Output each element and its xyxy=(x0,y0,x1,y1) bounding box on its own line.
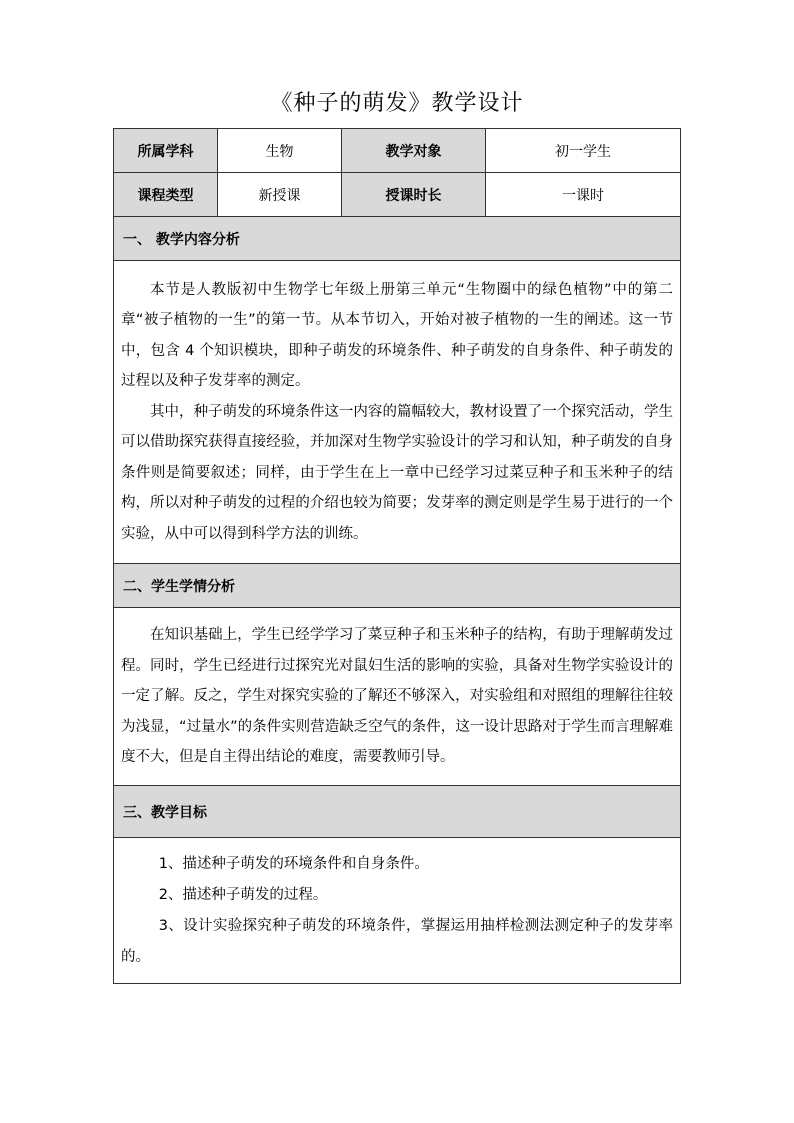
info-row-1 xyxy=(114,129,681,173)
type-label: 课程类型 xyxy=(114,173,218,217)
section-body-student-analysis xyxy=(114,608,681,786)
duration-label: 授课时长 xyxy=(342,173,486,217)
section-body-teaching-goals xyxy=(114,838,681,984)
goal-item: 2、描述种子萌发的过程。 xyxy=(158,886,328,903)
subject-label: 所属学科 xyxy=(114,129,218,173)
section-body-content-analysis xyxy=(114,261,681,564)
audience-label: 教学对象 xyxy=(342,129,486,173)
section-heading-teaching-goals: 三、教学目标 xyxy=(114,786,681,838)
goal-item: 1、描述种子萌发的环境条件和自身条件。 xyxy=(158,855,429,872)
paragraph: 本节是人教版初中生物学七年级上册第三单元“生物圈中的绿色植物”中的第二章“被子植物的一生”的第一节。从本节切入，开始对被子植物的一生的阐述。这一节中，包含 4 个知识模块，即种子萌发的环境条件、种子萌发的自身条件、种子萌发的过程以及种子发芽率的测定。 xyxy=(121,281,673,390)
paragraph: 其中，种子萌发的环境条件这一内容的篇幅较大，教材设置了一个探究活动，学生可以借助探究获得直接经验，并加深对生物学实验设计的学习和认知，种子萌发的自身条件则是简要叙述；同样，由于学生在上一章中已经学习过菜豆种子和玉米种子的结构，所以对种子萌发的过程的介绍也较为简要；发芽率的测定则是学生易于进行的一个实验，从中可以得到科学方法的训练。 xyxy=(121,403,673,542)
audience-value: 初一学生 xyxy=(486,129,681,173)
goal-item: 3、设计实验探究种子萌发的环境条件，掌握运用抽样检测法测定种子的发芽率的。 xyxy=(121,917,673,965)
paragraph: 在知识基础上，学生已经学学习了菜豆种子和玉米种子的结构，有助于理解萌发过程。同时，学生已经进行过探究光对鼠妇生活的影响的实验，具备对生物学实验设计的一定了解。反之，学生对探究实验的了解还不够深入，对实验组和对照组的理解往往较为浅显，“过量水”的条件实则营造缺乏空气的条件，这一设计思路对于学生而言理解难度不大，但是自主得出结论的难度，需要教师引导。 xyxy=(121,627,673,766)
type-value: 新授课 xyxy=(218,173,342,217)
lesson-plan-table xyxy=(113,128,681,984)
info-row-2 xyxy=(114,173,681,217)
subject-value: 生物 xyxy=(218,129,342,173)
document-title: 《种子的萌发》教学设计 xyxy=(270,91,524,116)
section-heading-content-analysis: 一、 教学内容分析 xyxy=(114,217,681,261)
section-heading-student-analysis: 二、学生学情分析 xyxy=(114,564,681,608)
duration-value: 一课时 xyxy=(486,173,681,217)
